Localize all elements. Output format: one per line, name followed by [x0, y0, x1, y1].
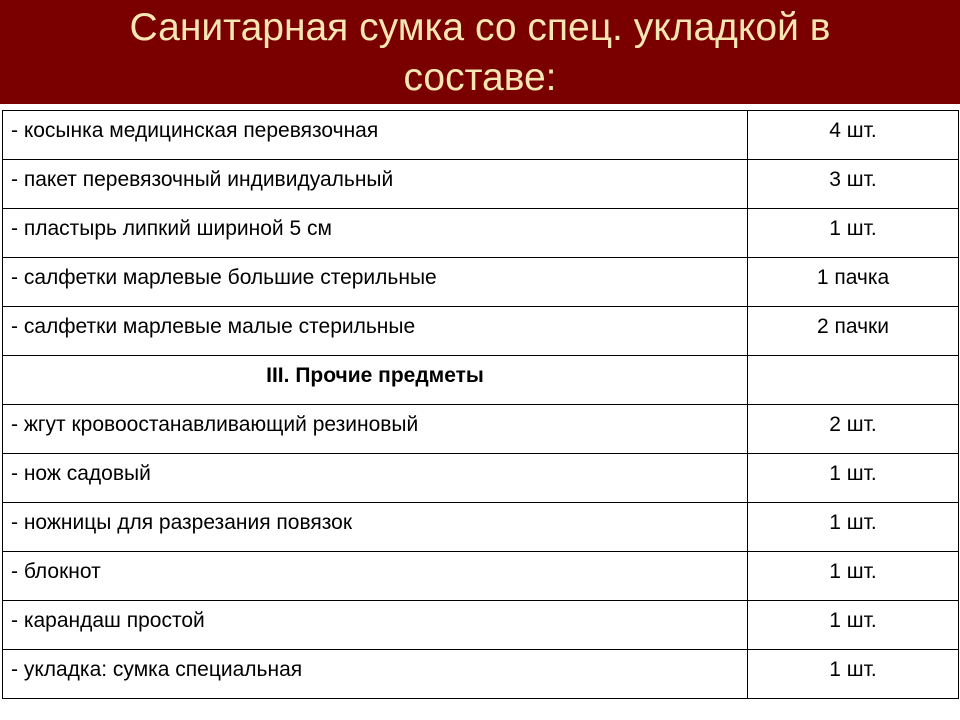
table-row	[3, 503, 959, 552]
item-name-cell: - косынка медицинская перевязочная	[3, 111, 748, 160]
table-row	[3, 650, 959, 699]
table-row	[3, 307, 959, 356]
table-row	[3, 454, 959, 503]
table-row	[3, 160, 959, 209]
item-quantity-cell: 3 шт.	[748, 160, 959, 209]
item-name-cell: - салфетки марлевые малые стерильные	[3, 307, 748, 356]
title-bar	[0, 0, 960, 104]
table-row	[3, 552, 959, 601]
item-quantity-cell: 1 шт.	[748, 650, 959, 699]
table-row	[3, 209, 959, 258]
item-quantity-cell: 1 шт.	[748, 209, 959, 258]
items-table-body	[3, 111, 959, 699]
table-row	[3, 258, 959, 307]
item-name-cell: - жгут кровоостанавливающий резиновый	[3, 405, 748, 454]
item-quantity-cell: 2 пачки	[748, 307, 959, 356]
item-quantity-cell: 1 шт.	[748, 552, 959, 601]
section-header-row	[3, 356, 959, 405]
item-quantity-cell	[748, 356, 959, 405]
item-name-cell: - пластырь липкий шириной 5 см	[3, 209, 748, 258]
item-quantity-cell: 1 шт.	[748, 503, 959, 552]
slide-title: Санитарная сумка со спец. укладкой в составе:	[129, 6, 831, 99]
item-name-cell: - нож садовый	[3, 454, 748, 503]
table-row	[3, 111, 959, 160]
table-row	[3, 405, 959, 454]
item-name-cell: - ножницы для разрезания повязок	[3, 503, 748, 552]
item-quantity-cell: 1 пачка	[748, 258, 959, 307]
section-title-cell: III. Прочие предметы	[3, 356, 748, 405]
item-quantity-cell: 2 шт.	[748, 405, 959, 454]
item-name-cell: - карандаш простой	[3, 601, 748, 650]
item-name-cell: - укладка: сумка специальная	[3, 650, 748, 699]
item-name-cell: - блокнот	[3, 552, 748, 601]
table-row	[3, 601, 959, 650]
item-name-cell: - пакет перевязочный индивидуальный	[3, 160, 748, 209]
item-quantity-cell: 4 шт.	[748, 111, 959, 160]
item-name-cell: - салфетки марлевые большие стерильные	[3, 258, 748, 307]
items-table	[2, 110, 959, 699]
item-quantity-cell: 1 шт.	[748, 601, 959, 650]
item-quantity-cell: 1 шт.	[748, 454, 959, 503]
